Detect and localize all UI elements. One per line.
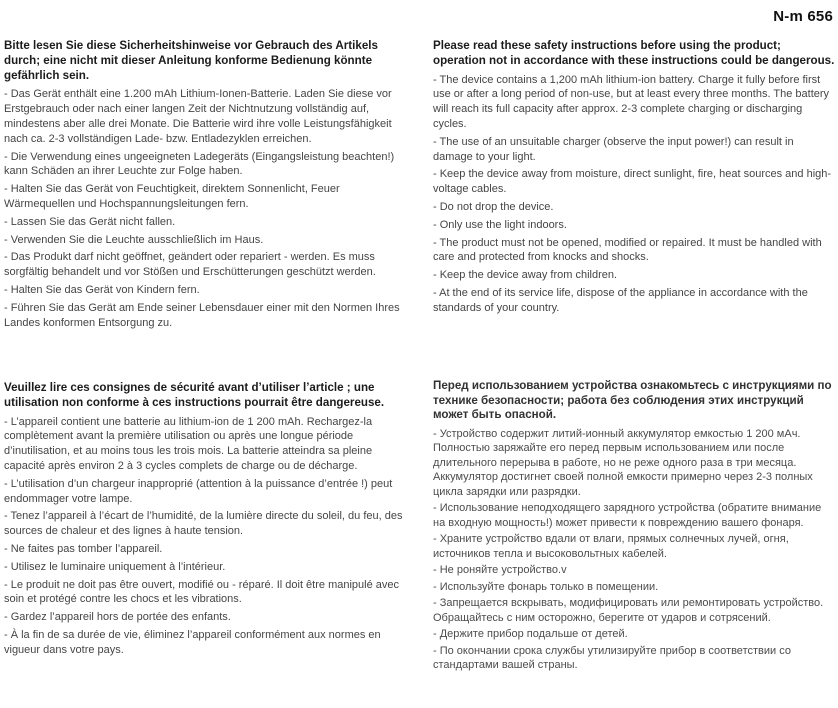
instruction-item: - L’utilisation d’un chargeur inapproprié (attention à la puissance d’entrée !) peut endommager votre lampe. (4, 477, 393, 505)
instruction-item: - Не роняйте устройство.v (433, 564, 567, 576)
instruction-item: - Tenez l’appareil à l’écart de l’humidité, de la lumière directe du soleil, du feu, des sources de chaleur et des lignes à haute tension. (4, 510, 403, 538)
instruction-item: - At the end of its service life, dispose of the appliance in accordance with the standards of your country. (433, 286, 808, 314)
instruction-item: - Le produit ne doit pas être ouvert, modifié ou - réparé. Il doit être manipulé avec soin et protégé contre les chocs et les vibrations. (4, 578, 399, 606)
instruction-item: - The device contains a 1,200 mAh lithium-ion battery. Charge it fully before first use or after a long period of non-use, but at least every three months. The battery will reach its full capacity after approx. 2-3 complete charging or discharging cycles. (433, 73, 830, 130)
instruction-item: - Do not drop the device. (433, 200, 554, 213)
instruction-item: - Das Gerät enthält eine 1.200 mAh Lithium-Ionen-Batterie. Laden Sie diese vor Erstgebrauch oder nach einer langen Zeit der Nichtnutzung vollständig auf, mindestens aber alle drei Monate. Die Batterie wird ihre volle Leistungsfähigkeit nach ca. 2-3 vollständigen Lade- bzw. Entladezyklen erreichen. (4, 88, 392, 145)
instruction-item: - Keep the device away from moisture, direct sunlight, fire, heat sources and high-voltage cables. (433, 168, 832, 196)
instruction-item: - The product must not be opened, modified or repaired. It must be handled with care and protected from knocks and shocks. (433, 236, 822, 264)
instruction-item: - Держите прибор подальше от детей. (433, 628, 628, 640)
instruction-item: - The use of an unsuitable charger (observe the input power!) can result in damage to your light. (433, 135, 794, 163)
instruction-item: - Используйте фонарь только в помещении. (433, 580, 659, 593)
instruction-item: - Храните устройство вдали от влаги, прямых солнечных лучей, огня, источников тепла и высоковольтных кабелей. (433, 533, 789, 560)
instruction-item: - Использование неподходящего зарядного устройства (обратите внимание на входную мощность!) может привести к повреждению вашего фонаря. (433, 502, 822, 529)
instruction-item: - Lassen Sie das Gerät nicht fallen. (4, 215, 176, 228)
section-heading-english: Please read these safety instructions before using the product; operation not in accordance with these instructions could be dangerous. (433, 39, 835, 67)
instruction-item: - L’appareil contient une batterie au lithium-ion de 1 200 mAh. Rechargez-la complètement avant la première utilisation ou après une longue période d’inutilisation, et au moins tous les trois mois. La batterie atteindra sa pleine capacité après environ 2 à 3 cycles complets de charge ou de décharge. (4, 415, 373, 472)
section-heading-russian: Перед использованием устройства ознакомьтесь с инструкциями по технике безопасности; работа без соблюдения этих инструкций может быть опасной. (433, 379, 832, 421)
instruction-item: - Only use the light indoors. (433, 218, 567, 231)
instruction-item: - Запрещается вскрывать, модифицировать или ремонтировать устройство. Обращайтесь с ним осторожно, берегите от ударов и сотрясений. (433, 597, 824, 624)
instruction-item: - Ne faites pas tomber l’appareil. (4, 542, 163, 555)
model-number: N-m 656 (773, 8, 833, 25)
section-heading-german: Bitte lesen Sie diese Sicherheitshinweise vor Gebrauch des Artikels durch; eine nicht mit dieser Anleitung konforme Bedienung könnte gefährlich sein. (4, 39, 378, 82)
section-french (4, 381, 408, 661)
instruction-item: - Führen Sie das Gerät am Ende seiner Lebensdauer einer mit den Normen Ihres Landes konformen Entsorgung zu. (4, 301, 400, 329)
instruction-item: - Halten Sie das Gerät von Feuchtigkeit, direktem Sonnenlicht, Feuer Wärmequellen und Hochspannungsleitungen fern. (4, 183, 340, 210)
instruction-item: - Utilisez le luminaire uniquement à l’intérieur. (4, 560, 226, 573)
instruction-item: - Keep the device away from children. (433, 269, 618, 282)
instruction-item: - Die Verwendung eines ungeeigneten Ladegeräts (Eingangsleistung beachten!) kann Schäden an ihrer Leuchte zur Folge haben. (4, 150, 395, 178)
section-russian (433, 379, 835, 675)
instruction-item: - À la fin de sa durée de vie, éliminez l’appareil conformément aux normes en vigueur dans votre pays. (4, 628, 381, 656)
instruction-item: - Das Produkt darf nicht geöffnet, geändert oder repariert - werden. Es muss sorgfältig behandelt und vor Stößen und Erschütterungen geschützt werden. (4, 251, 376, 279)
instruction-item: - Gardez l’appareil hors de portée des enfants. (4, 611, 231, 624)
section-english (433, 39, 835, 319)
section-heading-french: Veuillez lire ces consignes de sécurité avant d’utiliser l’article ; une utilisation non conforme à ces instructions pourrait être dangereuse. (4, 381, 385, 409)
instruction-item: - Halten Sie das Gerät von Kindern fern. (4, 283, 200, 296)
section-german (4, 39, 408, 333)
instruction-item: - Verwenden Sie die Leuchte ausschließlich im Haus. (4, 233, 264, 246)
instruction-item: - По окончании срока службы утилизируйте прибор в соответствии со стандартами вашей страны. (433, 644, 791, 671)
instruction-item: - Устройство содержит литий-ионный аккумулятор емкостью 1 200 мАч. Полностью заряжайте его перед первым использованием или после длительного перерыва в работе, но не реже одного раза в три месяца. Аккумулятор достигнет своей полной емкости примерно через 2-3 полных цикла зарядки или разрядки. (433, 427, 813, 498)
